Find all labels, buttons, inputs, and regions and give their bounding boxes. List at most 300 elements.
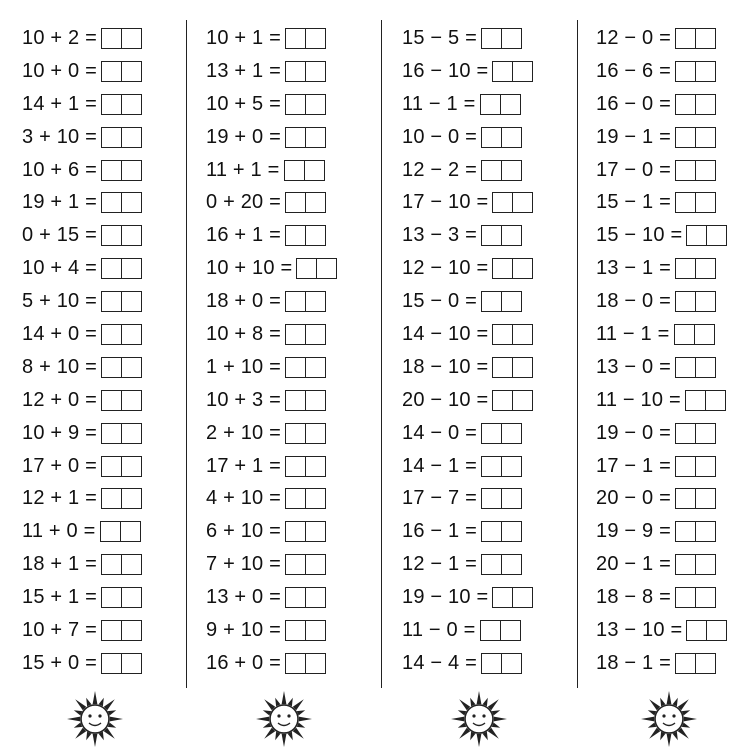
answer-box[interactable] bbox=[674, 324, 715, 345]
answer-box[interactable] bbox=[492, 258, 533, 279]
column-subtraction-2 bbox=[596, 22, 743, 680]
equation-text: 10 + 4 = bbox=[22, 257, 97, 280]
answer-box[interactable] bbox=[492, 192, 533, 213]
answer-box[interactable] bbox=[675, 160, 716, 181]
answer-digit-cell[interactable] bbox=[305, 193, 325, 212]
answer-digit-cell[interactable] bbox=[481, 621, 500, 640]
exercise-row bbox=[402, 614, 587, 647]
answer-digit-cell[interactable] bbox=[305, 588, 325, 607]
exercise-row bbox=[402, 482, 587, 515]
answer-digit-cell[interactable] bbox=[501, 555, 521, 574]
answer-digit-cell[interactable] bbox=[102, 391, 121, 410]
exercise-row bbox=[206, 55, 391, 88]
answer-digit-cell[interactable] bbox=[102, 62, 121, 81]
answer-digit-cell[interactable] bbox=[121, 226, 141, 245]
answer-box[interactable] bbox=[101, 488, 142, 509]
answer-box[interactable] bbox=[492, 357, 533, 378]
answer-digit-cell[interactable] bbox=[121, 391, 141, 410]
answer-box[interactable] bbox=[481, 291, 522, 312]
answer-digit-cell[interactable] bbox=[286, 489, 305, 508]
exercise-row bbox=[206, 614, 391, 647]
answer-digit-cell[interactable] bbox=[695, 424, 715, 443]
answer-digit-cell[interactable] bbox=[121, 128, 141, 147]
answer-digit-cell[interactable] bbox=[500, 621, 520, 640]
answer-digit-cell[interactable] bbox=[121, 654, 141, 673]
answer-box[interactable] bbox=[675, 291, 716, 312]
answer-box[interactable] bbox=[675, 423, 716, 444]
answer-box[interactable] bbox=[285, 587, 326, 608]
answer-digit-cell[interactable] bbox=[121, 193, 141, 212]
answer-digit-cell[interactable] bbox=[286, 621, 305, 640]
equation-text: 18 − 0 = bbox=[596, 290, 671, 313]
answer-digit-cell[interactable] bbox=[676, 457, 695, 476]
answer-digit-cell[interactable] bbox=[675, 325, 694, 344]
answer-digit-cell[interactable] bbox=[305, 621, 325, 640]
answer-box[interactable] bbox=[481, 160, 522, 181]
answer-digit-cell[interactable] bbox=[121, 62, 141, 81]
answer-box[interactable] bbox=[101, 192, 142, 213]
answer-digit-cell[interactable] bbox=[286, 29, 305, 48]
answer-digit-cell[interactable] bbox=[102, 128, 121, 147]
answer-digit-cell[interactable] bbox=[501, 424, 521, 443]
exercise-row bbox=[402, 22, 587, 55]
equation-text: 8 + 10 = bbox=[22, 355, 97, 378]
answer-digit-cell[interactable] bbox=[695, 555, 715, 574]
answer-box[interactable] bbox=[492, 390, 533, 411]
answer-digit-cell[interactable] bbox=[512, 588, 532, 607]
answer-digit-cell[interactable] bbox=[676, 62, 695, 81]
answer-digit-cell[interactable] bbox=[676, 29, 695, 48]
answer-digit-cell[interactable] bbox=[286, 193, 305, 212]
answer-digit-cell[interactable] bbox=[305, 457, 325, 476]
answer-digit-cell[interactable] bbox=[482, 29, 501, 48]
equation-text: 10 + 8 = bbox=[206, 322, 281, 345]
answer-digit-cell[interactable] bbox=[695, 62, 715, 81]
equation-text: 20 − 0 = bbox=[596, 487, 671, 510]
exercise-row bbox=[22, 318, 207, 351]
answer-digit-cell[interactable] bbox=[501, 161, 521, 180]
answer-digit-cell[interactable] bbox=[102, 259, 121, 278]
answer-digit-cell[interactable] bbox=[695, 457, 715, 476]
answer-box[interactable] bbox=[481, 554, 522, 575]
answer-digit-cell[interactable] bbox=[121, 457, 141, 476]
answer-digit-cell[interactable] bbox=[121, 161, 141, 180]
answer-digit-cell[interactable] bbox=[493, 62, 512, 81]
answer-box[interactable] bbox=[101, 653, 142, 674]
answer-digit-cell[interactable] bbox=[695, 358, 715, 377]
equation-text: 12 − 2 = bbox=[402, 158, 477, 181]
answer-box[interactable] bbox=[100, 521, 141, 542]
equation-text: 12 − 1 = bbox=[402, 553, 477, 576]
answer-digit-cell[interactable] bbox=[121, 489, 141, 508]
equation-text: 11 − 1 = bbox=[596, 322, 670, 345]
equation-text: 10 + 3 = bbox=[206, 388, 281, 411]
equation-text: 18 + 1 = bbox=[22, 553, 97, 576]
answer-digit-cell[interactable] bbox=[305, 325, 325, 344]
answer-digit-cell[interactable] bbox=[102, 95, 121, 114]
answer-digit-cell[interactable] bbox=[482, 226, 501, 245]
answer-digit-cell[interactable] bbox=[686, 391, 705, 410]
answer-box[interactable] bbox=[492, 324, 533, 345]
answer-digit-cell[interactable] bbox=[297, 259, 316, 278]
exercise-row bbox=[402, 647, 587, 680]
answer-digit-cell[interactable] bbox=[500, 95, 520, 114]
answer-digit-cell[interactable] bbox=[286, 358, 305, 377]
answer-box[interactable] bbox=[285, 94, 326, 115]
answer-digit-cell[interactable] bbox=[501, 292, 521, 311]
answer-box[interactable] bbox=[285, 423, 326, 444]
answer-digit-cell[interactable] bbox=[121, 358, 141, 377]
answer-digit-cell[interactable] bbox=[695, 522, 715, 541]
equation-text: 17 − 7 = bbox=[402, 487, 477, 510]
answer-digit-cell[interactable] bbox=[687, 621, 706, 640]
answer-box[interactable] bbox=[481, 127, 522, 148]
answer-digit-cell[interactable] bbox=[493, 391, 512, 410]
answer-box[interactable] bbox=[101, 61, 142, 82]
answer-digit-cell[interactable] bbox=[305, 424, 325, 443]
answer-box[interactable] bbox=[285, 554, 326, 575]
answer-digit-cell[interactable] bbox=[512, 325, 532, 344]
answer-digit-cell[interactable] bbox=[102, 489, 121, 508]
answer-box[interactable] bbox=[675, 456, 716, 477]
answer-box[interactable] bbox=[675, 587, 716, 608]
answer-box[interactable] bbox=[285, 390, 326, 411]
answer-box[interactable] bbox=[675, 488, 716, 509]
answer-box[interactable] bbox=[285, 324, 326, 345]
answer-digit-cell[interactable] bbox=[286, 128, 305, 147]
answer-digit-cell[interactable] bbox=[501, 654, 521, 673]
answer-digit-cell[interactable] bbox=[286, 424, 305, 443]
answer-digit-cell[interactable] bbox=[676, 259, 695, 278]
answer-digit-cell[interactable] bbox=[102, 358, 121, 377]
answer-digit-cell[interactable] bbox=[482, 654, 501, 673]
equation-text: 17 − 10 = bbox=[402, 191, 489, 214]
answer-digit-cell[interactable] bbox=[305, 226, 325, 245]
answer-digit-cell[interactable] bbox=[501, 489, 521, 508]
answer-digit-cell[interactable] bbox=[305, 358, 325, 377]
answer-box[interactable] bbox=[481, 225, 522, 246]
equation-text: 0 + 20 = bbox=[206, 191, 281, 214]
answer-box[interactable] bbox=[101, 160, 142, 181]
sun-face-icon bbox=[640, 690, 698, 748]
answer-digit-cell[interactable] bbox=[102, 457, 121, 476]
exercise-row bbox=[22, 22, 207, 55]
column-addition-1 bbox=[22, 22, 207, 680]
answer-digit-cell[interactable] bbox=[102, 555, 121, 574]
answer-box[interactable] bbox=[101, 456, 142, 477]
answer-box[interactable] bbox=[675, 554, 716, 575]
column-subtraction-1 bbox=[402, 22, 587, 680]
answer-digit-cell[interactable] bbox=[121, 555, 141, 574]
answer-box[interactable] bbox=[101, 28, 142, 49]
answer-digit-cell[interactable] bbox=[694, 325, 714, 344]
exercise-row bbox=[596, 450, 743, 483]
answer-digit-cell[interactable] bbox=[305, 654, 325, 673]
answer-digit-cell[interactable] bbox=[676, 424, 695, 443]
answer-digit-cell[interactable] bbox=[482, 292, 501, 311]
answer-box[interactable] bbox=[481, 488, 522, 509]
answer-digit-cell[interactable] bbox=[695, 161, 715, 180]
equation-text: 12 + 1 = bbox=[22, 487, 97, 510]
answer-box[interactable] bbox=[492, 61, 533, 82]
answer-box[interactable] bbox=[101, 587, 142, 608]
answer-box[interactable] bbox=[285, 620, 326, 641]
answer-digit-cell[interactable] bbox=[493, 358, 512, 377]
answer-box[interactable] bbox=[296, 258, 337, 279]
equation-text: 10 + 10 = bbox=[206, 257, 293, 280]
answer-digit-cell[interactable] bbox=[305, 95, 325, 114]
answer-digit-cell[interactable] bbox=[493, 259, 512, 278]
answer-digit-cell[interactable] bbox=[102, 424, 121, 443]
answer-digit-cell[interactable] bbox=[695, 489, 715, 508]
answer-digit-cell[interactable] bbox=[305, 29, 325, 48]
answer-digit-cell[interactable] bbox=[286, 457, 305, 476]
answer-digit-cell[interactable] bbox=[121, 259, 141, 278]
answer-digit-cell[interactable] bbox=[305, 292, 325, 311]
answer-digit-cell[interactable] bbox=[101, 522, 120, 541]
equation-text: 10 + 5 = bbox=[206, 92, 281, 115]
answer-digit-cell[interactable] bbox=[676, 128, 695, 147]
answer-box[interactable] bbox=[101, 554, 142, 575]
answer-digit-cell[interactable] bbox=[706, 621, 726, 640]
answer-digit-cell[interactable] bbox=[512, 259, 532, 278]
exercise-row bbox=[206, 186, 391, 219]
equation-text: 10 + 9 = bbox=[22, 421, 97, 444]
answer-digit-cell[interactable] bbox=[286, 325, 305, 344]
answer-box[interactable] bbox=[285, 192, 326, 213]
answer-digit-cell[interactable] bbox=[501, 226, 521, 245]
exercise-row bbox=[402, 351, 587, 384]
answer-box[interactable] bbox=[685, 390, 726, 411]
equation-text: 7 + 10 = bbox=[206, 553, 281, 576]
exercise-row bbox=[206, 351, 391, 384]
answer-digit-cell[interactable] bbox=[305, 489, 325, 508]
answer-digit-cell[interactable] bbox=[695, 95, 715, 114]
answer-digit-cell[interactable] bbox=[121, 325, 141, 344]
answer-box[interactable] bbox=[481, 423, 522, 444]
answer-box[interactable] bbox=[101, 324, 142, 345]
exercise-row bbox=[206, 417, 391, 450]
answer-digit-cell[interactable] bbox=[676, 522, 695, 541]
answer-digit-cell[interactable] bbox=[121, 29, 141, 48]
answer-digit-cell[interactable] bbox=[304, 161, 324, 180]
answer-box[interactable] bbox=[285, 225, 326, 246]
answer-box[interactable] bbox=[101, 127, 142, 148]
answer-box[interactable] bbox=[285, 291, 326, 312]
answer-digit-cell[interactable] bbox=[286, 555, 305, 574]
answer-digit-cell[interactable] bbox=[482, 555, 501, 574]
answer-box[interactable] bbox=[675, 521, 716, 542]
exercise-row bbox=[596, 318, 743, 351]
equation-text: 18 − 1 = bbox=[596, 651, 671, 674]
exercise-row bbox=[22, 548, 207, 581]
answer-box[interactable] bbox=[285, 357, 326, 378]
answer-box[interactable] bbox=[101, 291, 142, 312]
answer-digit-cell[interactable] bbox=[482, 522, 501, 541]
answer-digit-cell[interactable] bbox=[695, 654, 715, 673]
answer-box[interactable] bbox=[101, 620, 142, 641]
equation-text: 5 + 10 = bbox=[22, 290, 97, 313]
answer-digit-cell[interactable] bbox=[286, 654, 305, 673]
answer-digit-cell[interactable] bbox=[676, 161, 695, 180]
answer-box[interactable] bbox=[675, 357, 716, 378]
answer-box[interactable] bbox=[675, 127, 716, 148]
answer-digit-cell[interactable] bbox=[121, 95, 141, 114]
answer-digit-cell[interactable] bbox=[286, 588, 305, 607]
answer-digit-cell[interactable] bbox=[501, 29, 521, 48]
answer-digit-cell[interactable] bbox=[493, 325, 512, 344]
equation-text: 9 + 10 = bbox=[206, 618, 281, 641]
answer-digit-cell[interactable] bbox=[286, 62, 305, 81]
answer-digit-cell[interactable] bbox=[102, 193, 121, 212]
answer-digit-cell[interactable] bbox=[676, 95, 695, 114]
exercise-row bbox=[206, 285, 391, 318]
answer-digit-cell[interactable] bbox=[482, 424, 501, 443]
exercise-row bbox=[402, 417, 587, 450]
answer-box[interactable] bbox=[675, 94, 716, 115]
answer-digit-cell[interactable] bbox=[695, 29, 715, 48]
answer-digit-cell[interactable] bbox=[102, 621, 121, 640]
answer-box[interactable] bbox=[481, 521, 522, 542]
answer-box[interactable] bbox=[101, 225, 142, 246]
answer-digit-cell[interactable] bbox=[286, 95, 305, 114]
answer-box[interactable] bbox=[675, 28, 716, 49]
answer-box[interactable] bbox=[285, 127, 326, 148]
equation-text: 14 − 0 = bbox=[402, 421, 477, 444]
answer-digit-cell[interactable] bbox=[316, 259, 336, 278]
answer-digit-cell[interactable] bbox=[676, 358, 695, 377]
answer-digit-cell[interactable] bbox=[102, 292, 121, 311]
answer-digit-cell[interactable] bbox=[305, 128, 325, 147]
answer-box[interactable] bbox=[285, 61, 326, 82]
exercise-row bbox=[402, 581, 587, 614]
answer-digit-cell[interactable] bbox=[286, 292, 305, 311]
answer-box[interactable] bbox=[101, 258, 142, 279]
answer-digit-cell[interactable] bbox=[695, 292, 715, 311]
answer-box[interactable] bbox=[285, 521, 326, 542]
answer-digit-cell[interactable] bbox=[120, 522, 140, 541]
equation-text: 10 + 7 = bbox=[22, 618, 97, 641]
answer-digit-cell[interactable] bbox=[705, 391, 725, 410]
equation-text: 17 + 0 = bbox=[22, 454, 97, 477]
answer-digit-cell[interactable] bbox=[482, 457, 501, 476]
exercise-row bbox=[402, 515, 587, 548]
equation-text: 16 − 6 = bbox=[596, 59, 671, 82]
answer-digit-cell[interactable] bbox=[285, 161, 304, 180]
answer-box[interactable] bbox=[101, 357, 142, 378]
answer-box[interactable] bbox=[285, 28, 326, 49]
answer-digit-cell[interactable] bbox=[493, 193, 512, 212]
answer-digit-cell[interactable] bbox=[706, 226, 726, 245]
answer-box[interactable] bbox=[285, 653, 326, 674]
equation-text: 15 − 10 = bbox=[596, 224, 683, 247]
answer-box[interactable] bbox=[480, 94, 521, 115]
answer-digit-cell[interactable] bbox=[695, 193, 715, 212]
answer-box[interactable] bbox=[481, 653, 522, 674]
column-addition-2 bbox=[206, 22, 391, 680]
answer-box[interactable] bbox=[101, 94, 142, 115]
answer-box[interactable] bbox=[285, 488, 326, 509]
answer-digit-cell[interactable] bbox=[501, 128, 521, 147]
answer-digit-cell[interactable] bbox=[676, 292, 695, 311]
answer-box[interactable] bbox=[480, 620, 521, 641]
answer-box[interactable] bbox=[481, 456, 522, 477]
answer-digit-cell[interactable] bbox=[501, 522, 521, 541]
answer-digit-cell[interactable] bbox=[305, 555, 325, 574]
answer-digit-cell[interactable] bbox=[493, 588, 512, 607]
answer-box[interactable] bbox=[675, 653, 716, 674]
answer-box[interactable] bbox=[686, 225, 727, 246]
exercise-row bbox=[206, 384, 391, 417]
answer-digit-cell[interactable] bbox=[102, 588, 121, 607]
answer-digit-cell[interactable] bbox=[121, 621, 141, 640]
answer-digit-cell[interactable] bbox=[687, 226, 706, 245]
answer-digit-cell[interactable] bbox=[102, 29, 121, 48]
answer-digit-cell[interactable] bbox=[482, 161, 501, 180]
exercise-row bbox=[596, 548, 743, 581]
answer-digit-cell[interactable] bbox=[501, 457, 521, 476]
answer-digit-cell[interactable] bbox=[676, 588, 695, 607]
answer-digit-cell[interactable] bbox=[482, 128, 501, 147]
answer-digit-cell[interactable] bbox=[121, 292, 141, 311]
answer-digit-cell[interactable] bbox=[512, 358, 532, 377]
answer-digit-cell[interactable] bbox=[676, 654, 695, 673]
exercise-row bbox=[22, 482, 207, 515]
exercise-row bbox=[402, 450, 587, 483]
answer-digit-cell[interactable] bbox=[482, 489, 501, 508]
answer-digit-cell[interactable] bbox=[305, 522, 325, 541]
answer-box[interactable] bbox=[481, 28, 522, 49]
answer-digit-cell[interactable] bbox=[121, 424, 141, 443]
answer-digit-cell[interactable] bbox=[695, 128, 715, 147]
answer-box[interactable] bbox=[101, 390, 142, 411]
answer-digit-cell[interactable] bbox=[286, 226, 305, 245]
answer-digit-cell[interactable] bbox=[102, 654, 121, 673]
equation-text: 19 − 9 = bbox=[596, 520, 671, 543]
equation-text: 2 + 10 = bbox=[206, 421, 281, 444]
answer-digit-cell[interactable] bbox=[512, 62, 532, 81]
answer-box[interactable] bbox=[101, 423, 142, 444]
answer-digit-cell[interactable] bbox=[676, 489, 695, 508]
answer-box[interactable] bbox=[285, 456, 326, 477]
exercise-row bbox=[22, 252, 207, 285]
answer-digit-cell[interactable] bbox=[676, 193, 695, 212]
answer-digit-cell[interactable] bbox=[102, 325, 121, 344]
answer-box[interactable] bbox=[492, 587, 533, 608]
answer-digit-cell[interactable] bbox=[286, 391, 305, 410]
answer-digit-cell[interactable] bbox=[512, 391, 532, 410]
column-divider bbox=[186, 20, 187, 688]
answer-digit-cell[interactable] bbox=[676, 555, 695, 574]
answer-digit-cell[interactable] bbox=[695, 259, 715, 278]
answer-digit-cell[interactable] bbox=[286, 522, 305, 541]
answer-box[interactable] bbox=[686, 620, 727, 641]
answer-digit-cell[interactable] bbox=[481, 95, 500, 114]
answer-box[interactable] bbox=[675, 258, 716, 279]
answer-digit-cell[interactable] bbox=[102, 161, 121, 180]
answer-digit-cell[interactable] bbox=[305, 391, 325, 410]
answer-digit-cell[interactable] bbox=[695, 588, 715, 607]
answer-digit-cell[interactable] bbox=[305, 62, 325, 81]
exercise-row bbox=[22, 121, 207, 154]
answer-digit-cell[interactable] bbox=[512, 193, 532, 212]
answer-box[interactable] bbox=[284, 160, 325, 181]
answer-digit-cell[interactable] bbox=[102, 226, 121, 245]
answer-digit-cell[interactable] bbox=[121, 588, 141, 607]
equation-text: 16 − 1 = bbox=[402, 520, 477, 543]
answer-box[interactable] bbox=[675, 61, 716, 82]
answer-box[interactable] bbox=[675, 192, 716, 213]
